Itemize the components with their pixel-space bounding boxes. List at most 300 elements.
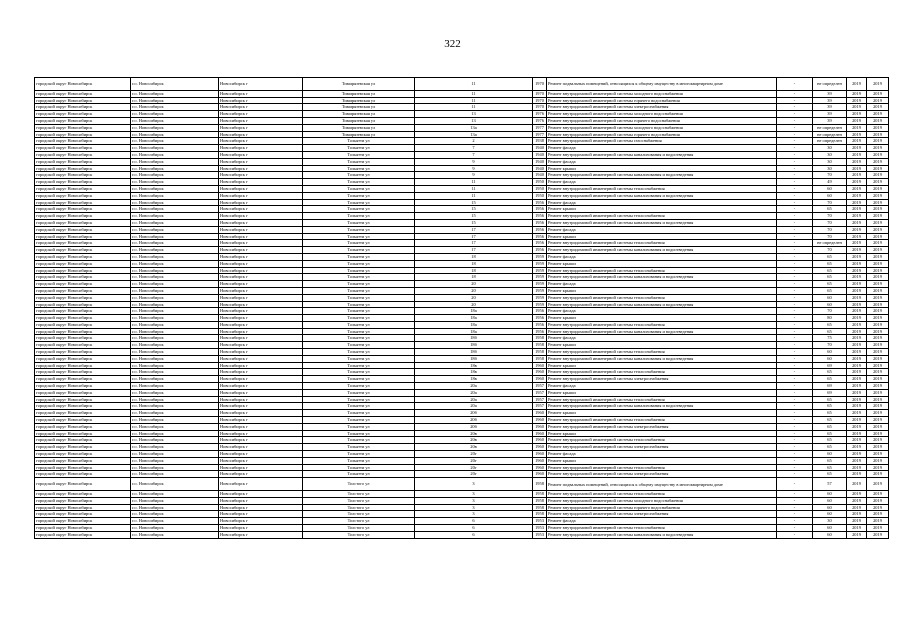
settlement-cell: г.о. Новосибирск [131, 342, 219, 349]
end-year-cell: 2019 [867, 213, 889, 220]
municipality-cell: городской округ Новосибирск [35, 78, 131, 91]
table-row [35, 417, 889, 424]
end-year-cell: 2019 [867, 267, 889, 274]
street-cell: Тольятти ул [303, 247, 415, 254]
start-year-cell: 2019 [847, 328, 867, 335]
city-cell: Новосибирск г [219, 396, 303, 403]
year-built-cell: 1958 [533, 355, 547, 362]
end-year-cell: 2019 [867, 294, 889, 301]
end-year-cell: 2019 [867, 335, 889, 342]
work-type-cell: Ремонт крыши [547, 342, 777, 349]
dash-cell: - [777, 525, 813, 532]
municipality-cell: городской округ Новосибирск [35, 471, 131, 478]
year-built-cell: 1938 [533, 138, 547, 145]
dash-cell: - [777, 342, 813, 349]
city-cell: Новосибирск г [219, 151, 303, 158]
table-row [35, 369, 889, 376]
work-type-cell: Ремонт крыши [547, 362, 777, 369]
end-year-cell: 2019 [867, 240, 889, 247]
year-built-cell: 1976 [533, 111, 547, 118]
settlement-cell: г.о. Новосибирск [131, 131, 219, 138]
city-cell: Новосибирск г [219, 430, 303, 437]
house-number-cell: 13 [415, 111, 533, 118]
dash-cell: - [777, 511, 813, 518]
house-number-cell: 13а [415, 124, 533, 131]
dash-cell: - [777, 315, 813, 322]
wear-cell: 60 [813, 531, 847, 538]
dash-cell: - [777, 301, 813, 308]
house-number-cell: 15 [415, 199, 533, 206]
start-year-cell: 2019 [847, 369, 867, 376]
table-row [35, 437, 889, 444]
house-number-cell: 18а [415, 321, 533, 328]
municipality-cell: городской округ Новосибирск [35, 504, 131, 511]
end-year-cell: 2019 [867, 321, 889, 328]
house-number-cell: 20г [415, 457, 533, 464]
start-year-cell: 2019 [847, 417, 867, 424]
year-built-cell: 1959 [533, 301, 547, 308]
municipality-cell: городской округ Новосибирск [35, 315, 131, 322]
work-type-cell: Ремонт внутридомовой инженерной системы теплоснабжения [547, 369, 777, 376]
table-row [35, 90, 889, 97]
city-cell: Новосибирск г [219, 504, 303, 511]
start-year-cell: 2019 [847, 145, 867, 152]
dash-cell: - [777, 308, 813, 315]
municipality-cell: городской округ Новосибирск [35, 240, 131, 247]
wear-cell: 65 [813, 253, 847, 260]
wear-cell: 60 [813, 294, 847, 301]
house-number-cell: 11 [415, 179, 533, 186]
year-built-cell: 1940 [533, 165, 547, 172]
wear-cell: 60 [813, 349, 847, 356]
house-number-cell: 17 [415, 247, 533, 254]
municipality-cell: городской округ Новосибирск [35, 383, 131, 390]
municipality-cell: городской округ Новосибирск [35, 491, 131, 498]
work-type-cell: Ремонт внутридомовой инженерной системы электроснабжения [547, 444, 777, 451]
end-year-cell: 2019 [867, 396, 889, 403]
work-type-cell: Ремонт внутридомовой инженерной системы теплоснабжения [547, 321, 777, 328]
city-cell: Новосибирск г [219, 247, 303, 254]
street-cell: Тольятти ул [303, 260, 415, 267]
start-year-cell: 2019 [847, 185, 867, 192]
street-cell: Толстого ул [303, 497, 415, 504]
start-year-cell: 2019 [847, 444, 867, 451]
table-row [35, 301, 889, 308]
dash-cell: - [777, 124, 813, 131]
street-cell: Тольятти ул [303, 315, 415, 322]
end-year-cell: 2019 [867, 226, 889, 233]
wear-cell: 60 [813, 504, 847, 511]
settlement-cell: г.о. Новосибирск [131, 451, 219, 458]
settlement-cell: г.о. Новосибирск [131, 518, 219, 525]
work-type-cell: Ремонт подвальных помещений, относящихся к общему имуществу в многоквартирном доме [547, 478, 777, 491]
street-cell: Тимирязевская ул [303, 131, 415, 138]
municipality-cell: городской округ Новосибирск [35, 444, 131, 451]
end-year-cell: 2019 [867, 464, 889, 471]
municipality-cell: городской округ Новосибирск [35, 151, 131, 158]
start-year-cell: 2019 [847, 165, 867, 172]
street-cell: Тольятти ул [303, 219, 415, 226]
work-type-cell: Ремонт внутридомовой инженерной системы канализования и водоотведения [547, 403, 777, 410]
settlement-cell: г.о. Новосибирск [131, 226, 219, 233]
work-type-cell: Ремонт крыши [547, 410, 777, 417]
settlement-cell: г.о. Новосибирск [131, 267, 219, 274]
city-cell: Новосибирск г [219, 233, 303, 240]
municipality-cell: городской округ Новосибирск [35, 287, 131, 294]
house-number-cell: 20 [415, 301, 533, 308]
year-built-cell: 1956 [533, 226, 547, 233]
settlement-cell: г.о. Новосибирск [131, 471, 219, 478]
end-year-cell: 2019 [867, 138, 889, 145]
end-year-cell: 2019 [867, 308, 889, 315]
work-type-cell: Ремонт фасада [547, 451, 777, 458]
work-type-cell: Ремонт фасада [547, 179, 777, 186]
house-number-cell: 18 [415, 260, 533, 267]
dash-cell: - [777, 240, 813, 247]
street-cell: Тольятти ул [303, 172, 415, 179]
year-built-cell: 1970 [533, 97, 547, 104]
table-row [35, 117, 889, 124]
year-built-cell: 1957 [533, 403, 547, 410]
wear-cell: 60 [813, 525, 847, 532]
table-row [35, 240, 889, 247]
dash-cell: - [777, 362, 813, 369]
table-row [35, 457, 889, 464]
start-year-cell: 2019 [847, 410, 867, 417]
dash-cell: - [777, 403, 813, 410]
wear-cell: 57 [813, 478, 847, 491]
dash-cell: - [777, 131, 813, 138]
municipality-cell: городской округ Новосибирск [35, 410, 131, 417]
year-built-cell: 1957 [533, 389, 547, 396]
end-year-cell: 2019 [867, 437, 889, 444]
wear-cell: не определен [813, 138, 847, 145]
house-number-cell: 6 [415, 518, 533, 525]
year-built-cell: 1958 [533, 335, 547, 342]
work-type-cell: Ремонт внутридомовой инженерной системы канализования и водоотведения [547, 355, 777, 362]
settlement-cell: г.о. Новосибирск [131, 531, 219, 538]
street-cell: Тольятти ул [303, 287, 415, 294]
year-built-cell: 1977 [533, 124, 547, 131]
house-number-cell: 3 [415, 478, 533, 491]
dash-cell: - [777, 233, 813, 240]
table-row [35, 267, 889, 274]
table-row [35, 451, 889, 458]
end-year-cell: 2019 [867, 111, 889, 118]
settlement-cell: г.о. Новосибирск [131, 185, 219, 192]
street-cell: Тольятти ул [303, 301, 415, 308]
end-year-cell: 2019 [867, 383, 889, 390]
city-cell: Новосибирск г [219, 444, 303, 451]
table-row [35, 213, 889, 220]
year-built-cell: 1956 [533, 213, 547, 220]
year-built-cell: 1959 [533, 287, 547, 294]
municipality-cell: городской округ Новосибирск [35, 451, 131, 458]
start-year-cell: 2019 [847, 525, 867, 532]
street-cell: Тольятти ул [303, 308, 415, 315]
end-year-cell: 2019 [867, 389, 889, 396]
dash-cell: - [777, 389, 813, 396]
settlement-cell: г.о. Новосибирск [131, 247, 219, 254]
municipality-cell: городской округ Новосибирск [35, 403, 131, 410]
municipality-cell: городской округ Новосибирск [35, 430, 131, 437]
wear-cell: 30 [813, 145, 847, 152]
year-built-cell: 1950 [533, 192, 547, 199]
start-year-cell: 2019 [847, 274, 867, 281]
settlement-cell: г.о. Новосибирск [131, 104, 219, 111]
house-number-cell: 18 [415, 267, 533, 274]
city-cell: Новосибирск г [219, 369, 303, 376]
house-number-cell: 18в [415, 369, 533, 376]
start-year-cell: 2019 [847, 301, 867, 308]
start-year-cell: 2019 [847, 471, 867, 478]
house-number-cell: 3 [415, 511, 533, 518]
table-row [35, 206, 889, 213]
year-built-cell: 1960 [533, 369, 547, 376]
wear-cell: 65 [813, 281, 847, 288]
street-cell: Тимирязевская ул [303, 117, 415, 124]
municipality-cell: городской округ Новосибирск [35, 131, 131, 138]
dash-cell: - [777, 369, 813, 376]
settlement-cell: г.о. Новосибирск [131, 315, 219, 322]
dash-cell: - [777, 274, 813, 281]
table-row [35, 226, 889, 233]
work-type-cell: Ремонт фасада [547, 383, 777, 390]
municipality-cell: городской округ Новосибирск [35, 213, 131, 220]
year-built-cell: 1956 [533, 321, 547, 328]
city-cell: Новосибирск г [219, 376, 303, 383]
work-type-cell: Ремонт внутридомовой инженерной системы теплоснабжения [547, 267, 777, 274]
wear-cell: 75 [813, 335, 847, 342]
street-cell: Толстого ул [303, 511, 415, 518]
settlement-cell: г.о. Новосибирск [131, 396, 219, 403]
dash-cell: - [777, 158, 813, 165]
start-year-cell: 2019 [847, 267, 867, 274]
end-year-cell: 2019 [867, 206, 889, 213]
work-type-cell: Ремонт крыши [547, 206, 777, 213]
end-year-cell: 2019 [867, 274, 889, 281]
settlement-cell: г.о. Новосибирск [131, 437, 219, 444]
wear-cell: 65 [813, 260, 847, 267]
end-year-cell: 2019 [867, 451, 889, 458]
work-type-cell: Ремонт крыши [547, 287, 777, 294]
city-cell: Новосибирск г [219, 97, 303, 104]
end-year-cell: 2019 [867, 410, 889, 417]
city-cell: Новосибирск г [219, 281, 303, 288]
settlement-cell: г.о. Новосибирск [131, 511, 219, 518]
dash-cell: - [777, 151, 813, 158]
work-type-cell: Ремонт внутридомовой инженерной системы канализования и водоотведения [547, 151, 777, 158]
city-cell: Новосибирск г [219, 437, 303, 444]
street-cell: Тольятти ул [303, 151, 415, 158]
settlement-cell: г.о. Новосибирск [131, 410, 219, 417]
end-year-cell: 2019 [867, 172, 889, 179]
house-number-cell: 20в [415, 430, 533, 437]
municipality-cell: городской округ Новосибирск [35, 457, 131, 464]
year-built-cell: 1958 [533, 349, 547, 356]
dash-cell: - [777, 437, 813, 444]
city-cell: Новосибирск г [219, 457, 303, 464]
municipality-cell: городской округ Новосибирск [35, 226, 131, 233]
end-year-cell: 2019 [867, 199, 889, 206]
house-number-cell: 11 [415, 90, 533, 97]
house-number-cell: 20 [415, 294, 533, 301]
settlement-cell: г.о. Новосибирск [131, 444, 219, 451]
settlement-cell: г.о. Новосибирск [131, 478, 219, 491]
house-number-cell: 11 [415, 97, 533, 104]
year-built-cell: 1956 [533, 233, 547, 240]
table-row [35, 430, 889, 437]
dash-cell: - [777, 423, 813, 430]
table-row [35, 185, 889, 192]
dash-cell: - [777, 471, 813, 478]
municipality-cell: городской округ Новосибирск [35, 267, 131, 274]
house-number-cell: 3 [415, 504, 533, 511]
year-built-cell: 1956 [533, 240, 547, 247]
year-built-cell: 1960 [533, 430, 547, 437]
house-number-cell: 20а [415, 403, 533, 410]
table-row [35, 504, 889, 511]
dash-cell: - [777, 199, 813, 206]
start-year-cell: 2019 [847, 78, 867, 91]
end-year-cell: 2019 [867, 253, 889, 260]
city-cell: Новосибирск г [219, 226, 303, 233]
start-year-cell: 2019 [847, 97, 867, 104]
wear-cell: 39 [813, 97, 847, 104]
start-year-cell: 2019 [847, 104, 867, 111]
wear-cell: 65 [813, 444, 847, 451]
work-type-cell: Ремонт фасада [547, 253, 777, 260]
work-type-cell: Ремонт внутридомовой инженерной системы горячего водоснабжения [547, 117, 777, 124]
street-cell: Тимирязевская ул [303, 124, 415, 131]
settlement-cell: г.о. Новосибирск [131, 457, 219, 464]
dash-cell: - [777, 444, 813, 451]
table-row [35, 78, 889, 91]
year-built-cell: 1956 [533, 199, 547, 206]
municipality-cell: городской округ Новосибирск [35, 376, 131, 383]
wear-cell: 65 [813, 457, 847, 464]
year-built-cell: 1957 [533, 383, 547, 390]
house-number-cell: 20в [415, 437, 533, 444]
start-year-cell: 2019 [847, 478, 867, 491]
year-built-cell: 1956 [533, 219, 547, 226]
table-row [35, 410, 889, 417]
street-cell: Тольятти ул [303, 369, 415, 376]
work-type-cell: Ремонт фасада [547, 158, 777, 165]
table-row [35, 478, 889, 491]
street-cell: Тольятти ул [303, 199, 415, 206]
street-cell: Толстого ул [303, 478, 415, 491]
city-cell: Новосибирск г [219, 138, 303, 145]
street-cell: Тольятти ул [303, 430, 415, 437]
settlement-cell: г.о. Новосибирск [131, 294, 219, 301]
year-built-cell: 1970 [533, 104, 547, 111]
settlement-cell: г.о. Новосибирск [131, 328, 219, 335]
dash-cell: - [777, 117, 813, 124]
city-cell: Новосибирск г [219, 451, 303, 458]
wear-cell: 70 [813, 233, 847, 240]
wear-cell: 70 [813, 308, 847, 315]
wear-cell: не определен [813, 131, 847, 138]
street-cell: Толстого ул [303, 518, 415, 525]
year-built-cell: 1958 [533, 497, 547, 504]
city-cell: Новосибирск г [219, 511, 303, 518]
start-year-cell: 2019 [847, 423, 867, 430]
start-year-cell: 2019 [847, 457, 867, 464]
end-year-cell: 2019 [867, 131, 889, 138]
year-built-cell: 1940 [533, 158, 547, 165]
street-cell: Тимирязевская ул [303, 97, 415, 104]
wear-cell: 65 [813, 287, 847, 294]
dash-cell: - [777, 179, 813, 186]
year-built-cell: 1957 [533, 396, 547, 403]
municipality-cell: городской округ Новосибирск [35, 104, 131, 111]
dash-cell: - [777, 78, 813, 91]
wear-cell: 65 [813, 471, 847, 478]
work-type-cell: Ремонт крыши [547, 233, 777, 240]
house-number-cell: 11 [415, 104, 533, 111]
end-year-cell: 2019 [867, 362, 889, 369]
start-year-cell: 2019 [847, 430, 867, 437]
city-cell: Новосибирск г [219, 362, 303, 369]
start-year-cell: 2019 [847, 117, 867, 124]
house-number-cell: 20г [415, 471, 533, 478]
street-cell: Тольятти ул [303, 274, 415, 281]
start-year-cell: 2019 [847, 192, 867, 199]
start-year-cell: 2019 [847, 383, 867, 390]
year-built-cell: 1950 [533, 185, 547, 192]
house-number-cell: 11 [415, 78, 533, 91]
table-row [35, 491, 889, 498]
start-year-cell: 2019 [847, 396, 867, 403]
start-year-cell: 2019 [847, 287, 867, 294]
year-built-cell: 1960 [533, 437, 547, 444]
end-year-cell: 2019 [867, 281, 889, 288]
end-year-cell: 2019 [867, 478, 889, 491]
city-cell: Новосибирск г [219, 240, 303, 247]
municipality-cell: городской округ Новосибирск [35, 478, 131, 491]
municipality-cell: городской округ Новосибирск [35, 294, 131, 301]
dash-cell: - [777, 253, 813, 260]
work-type-cell: Ремонт внутридомовой инженерной системы холодного водоснабжения [547, 90, 777, 97]
city-cell: Новосибирск г [219, 417, 303, 424]
year-built-cell: 1959 [533, 260, 547, 267]
work-type-cell: Ремонт внутридомовой инженерной системы электроснабжения [547, 104, 777, 111]
start-year-cell: 2019 [847, 219, 867, 226]
street-cell: Толстого ул [303, 531, 415, 538]
wear-cell: 60 [813, 491, 847, 498]
dash-cell: - [777, 478, 813, 491]
house-number-cell: 18б [415, 342, 533, 349]
table-row [35, 531, 889, 538]
year-built-cell: 1940 [533, 172, 547, 179]
table-row [35, 274, 889, 281]
year-built-cell: 1960 [533, 471, 547, 478]
wear-cell: 69 [813, 362, 847, 369]
dash-cell: - [777, 355, 813, 362]
start-year-cell: 2019 [847, 464, 867, 471]
start-year-cell: 2019 [847, 315, 867, 322]
city-cell: Новосибирск г [219, 301, 303, 308]
wear-cell: 65 [813, 403, 847, 410]
city-cell: Новосибирск г [219, 165, 303, 172]
start-year-cell: 2019 [847, 281, 867, 288]
end-year-cell: 2019 [867, 185, 889, 192]
year-built-cell: 1950 [533, 179, 547, 186]
house-number-cell: 18б [415, 355, 533, 362]
work-type-cell: Ремонт крыши [547, 260, 777, 267]
dash-cell: - [777, 206, 813, 213]
